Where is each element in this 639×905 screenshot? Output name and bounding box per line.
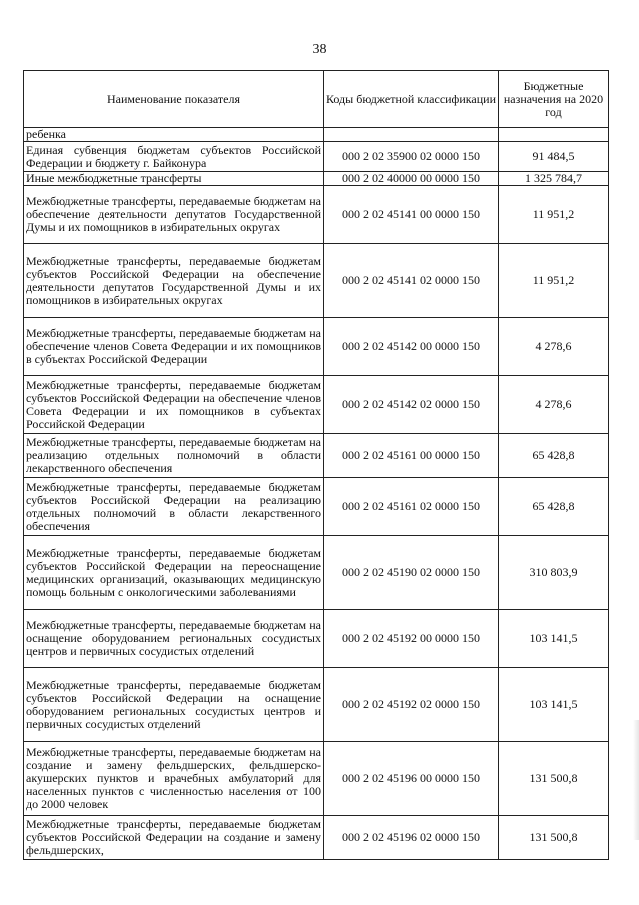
row-name: Межбюджетные трансферты, передаваемые бюджетам субъектов Российской Федерации на обеспечение деятельности депутатов Государственной Думы и их помощников в избирательных округах <box>24 244 324 318</box>
row-amount: 131 500,8 <box>499 742 609 816</box>
row-name: Межбюджетные трансферты, передаваемые бюджетам на реализацию отдельных полномочий в области лекарственного обеспечения <box>24 434 324 478</box>
table-row <box>24 610 609 668</box>
row-amount: 131 500,8 <box>499 816 609 860</box>
budget-table <box>23 70 609 860</box>
table-row <box>24 244 609 318</box>
row-code: 000 2 02 45141 00 0000 150 <box>324 186 499 244</box>
row-name: Межбюджетные трансферты, передаваемые бюджетам на создание и замену фельдшерских, фельдшерско-акушерских пунктов и врачебных амбулаторий для населенных пунктов с численностью населения от 100 до 2000 человек <box>24 742 324 816</box>
table-row <box>24 434 609 478</box>
row-name: Межбюджетные трансферты, передаваемые бюджетам субъектов Российской Федерации на переоснащение медицинских организаций, оказывающих медицинскую помощь больным с онкологическими заболеваниями <box>24 536 324 610</box>
row-amount: 103 141,5 <box>499 610 609 668</box>
row-amount <box>499 128 609 142</box>
row-name: ребенка <box>24 128 324 142</box>
row-amount: 103 141,5 <box>499 668 609 742</box>
row-amount: 91 484,5 <box>499 142 609 172</box>
page-number: 38 <box>312 42 327 57</box>
row-name: Межбюджетные трансферты, передаваемые бюджетам на обеспечение членов Совета Федерации и их помощников в субъектах Российской Федерации <box>24 318 324 376</box>
table-row <box>24 376 609 434</box>
table-row <box>24 742 609 816</box>
table-row <box>24 186 609 244</box>
row-code: 000 2 02 45161 00 0000 150 <box>324 434 499 478</box>
row-code: 000 2 02 45161 02 0000 150 <box>324 478 499 536</box>
page-fold-shadow <box>633 720 639 840</box>
header-amount: Бюджетные назначения на 2020 год <box>499 71 609 128</box>
row-code: 000 2 02 35900 02 0000 150 <box>324 142 499 172</box>
row-code: 000 2 02 45196 02 0000 150 <box>324 816 499 860</box>
row-code: 000 2 02 45190 02 0000 150 <box>324 536 499 610</box>
row-amount: 4 278,6 <box>499 376 609 434</box>
table-header-row <box>24 71 609 128</box>
row-name: Межбюджетные трансферты, передаваемые бюджетам субъектов Российской Федерации на создание и замену фельдшерских, <box>24 816 324 860</box>
row-name: Иные межбюджетные трансферты <box>24 172 324 186</box>
row-amount: 4 278,6 <box>499 318 609 376</box>
row-code: 000 2 02 45192 02 0000 150 <box>324 668 499 742</box>
table-row <box>24 128 609 142</box>
table-row <box>24 142 609 172</box>
row-name: Межбюджетные трансферты, передаваемые бюджетам субъектов Российской Федерации на обеспечение членов Совета Федерации и их помощников в субъектах Российской Федерации <box>24 376 324 434</box>
row-amount: 1 325 784,7 <box>499 172 609 186</box>
row-amount: 310 803,9 <box>499 536 609 610</box>
row-code: 000 2 02 45192 00 0000 150 <box>324 610 499 668</box>
row-amount: 11 951,2 <box>499 186 609 244</box>
row-amount: 11 951,2 <box>499 244 609 318</box>
table-row <box>24 172 609 186</box>
row-code: 000 2 02 45142 00 0000 150 <box>324 318 499 376</box>
row-code: 000 2 02 40000 00 0000 150 <box>324 172 499 186</box>
header-code: Коды бюджетной классификации <box>324 71 499 128</box>
table-row <box>24 536 609 610</box>
row-name: Межбюджетные трансферты, передаваемые бюджетам субъектов Российской Федерации на оснащение оборудованием региональных сосудистых центров и первичных сосудистых отделений <box>24 668 324 742</box>
row-amount: 65 428,8 <box>499 434 609 478</box>
header-name: Наименование показателя <box>24 71 324 128</box>
row-code: 000 2 02 45196 00 0000 150 <box>324 742 499 816</box>
table-row <box>24 668 609 742</box>
row-code: 000 2 02 45141 02 0000 150 <box>324 244 499 318</box>
table-row <box>24 318 609 376</box>
table-row <box>24 816 609 860</box>
row-code <box>324 128 499 142</box>
row-name: Межбюджетные трансферты, передаваемые бюджетам на оснащение оборудованием региональных сосудистых центров и первичных сосудистых отделений <box>24 610 324 668</box>
row-name: Межбюджетные трансферты, передаваемые бюджетам на обеспечение деятельности депутатов Государственной Думы и их помощников в избирательных округах <box>24 186 324 244</box>
row-name: Единая субвенция бюджетам субъектов Российской Федерации и бюджету г. Байконура <box>24 142 324 172</box>
table-row <box>24 478 609 536</box>
row-code: 000 2 02 45142 02 0000 150 <box>324 376 499 434</box>
row-name: Межбюджетные трансферты, передаваемые бюджетам субъектов Российской Федерации на реализацию отдельных полномочий в области лекарственного обеспечения <box>24 478 324 536</box>
row-amount: 65 428,8 <box>499 478 609 536</box>
